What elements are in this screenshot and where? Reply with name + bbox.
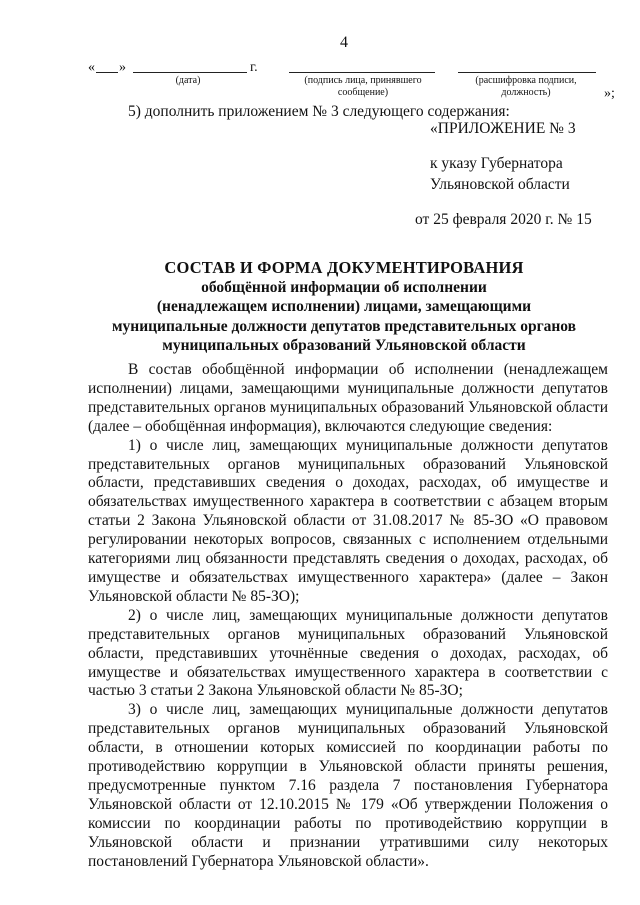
- signature-row: [0, 56, 640, 106]
- quote-close: »: [119, 60, 126, 75]
- appendix-date: от 25 февраля 2020 г. № 15: [415, 211, 592, 228]
- date-caption: (дата): [175, 75, 201, 86]
- year-suffix: г.: [250, 60, 258, 75]
- appendix-to-decree: к указу Губернатора: [430, 155, 563, 172]
- signature-blank-line: [289, 72, 435, 73]
- item-5: 5) дополнить приложением № 3 следующего содержания:: [128, 103, 510, 120]
- month-blank-line: [133, 72, 247, 73]
- decode-blank-line: [458, 72, 596, 73]
- paragraph-item-1: 1) о числе лиц, замещающих муниципальные должности депутатов представительных органов муниципальных образований Ульяновской области, представивших сведения о доходах, расходах, об имуществе и обязательствах имущественного характера в соответствии с абзацем вторым статьи 2 Закона Ульяновской области от 31.08.2017 № 85-ЗО «О правовом регулировании некоторых вопросов, связанных с исполнением отдельными категориями лиц обязанности представлять сведения о доходах, расходах, об имуществе и обязательствах имущественного характера» (далее – Закон Ульяновской области № 85-ЗО);: [88, 436, 608, 605]
- appendix-label: «ПРИЛОЖЕНИЕ № 3: [430, 120, 576, 137]
- title-line-2: обобщённой информации об исполнении: [201, 278, 487, 296]
- paragraph-intro: В состав обобщённой информации об исполнении (ненадлежащем исполнении) лицами, замещающими муниципальные должности депутатов представительных органов муниципальных образований Ульяновской области (далее – обобщённая информация), включаются следующие сведения:: [88, 361, 608, 435]
- title-line-3: (ненадлежащем исполнении) лицами, замещающими: [156, 298, 532, 315]
- title-line-4: муниципальные должности депутатов представительных органов: [111, 317, 577, 335]
- body-text: [88, 361, 608, 871]
- document-title: [88, 258, 600, 356]
- line-end: »;: [604, 86, 615, 101]
- paragraph-item-3: 3) о числе лиц, замещающих муниципальные должности депутатов представительных органов муниципальных образований Ульяновской области, в отношении которых комиссией по координации работы по противодействию коррупции в Ульяновской области приняты решения, предусмотренные пунктом 7.16 раздела 7 постановления Губернатора Ульяновской области от 12.10.2015 № 179 «Об утверждении Положения о комиссии по координации работы по противодействию коррупции в Ульяновской области и признании утратившими силу некоторых постановлений Губернатора Ульяновской области».: [88, 701, 608, 870]
- signature-caption: (подпись лица, принявшего сообщение): [304, 75, 422, 98]
- title-line-1: СОСТАВ И ФОРМА ДОКУМЕНТИРОВАНИЯ: [164, 258, 524, 277]
- paragraph-item-2: 2) о числе лиц, замещающих муниципальные должности депутатов представительных органов муниципальных образований Ульяновской области, представивших уточнённые сведения о доходах, расходах, об имуществе и обязательствах имущественного характера в соответствии с частью 3 статьи 2 Закона Ульяновской области № 85-ЗО;: [88, 606, 608, 700]
- decode-caption: (расшифровка подписи, должность): [475, 75, 577, 98]
- day-blank-line: [96, 72, 118, 73]
- appendix-region: Ульяновской области: [430, 176, 570, 193]
- appendix-header: [415, 118, 592, 230]
- page-number: 4: [340, 34, 349, 51]
- title-line-5: муниципальных образований Ульяновской области: [162, 337, 526, 354]
- quote-open: «: [88, 60, 95, 75]
